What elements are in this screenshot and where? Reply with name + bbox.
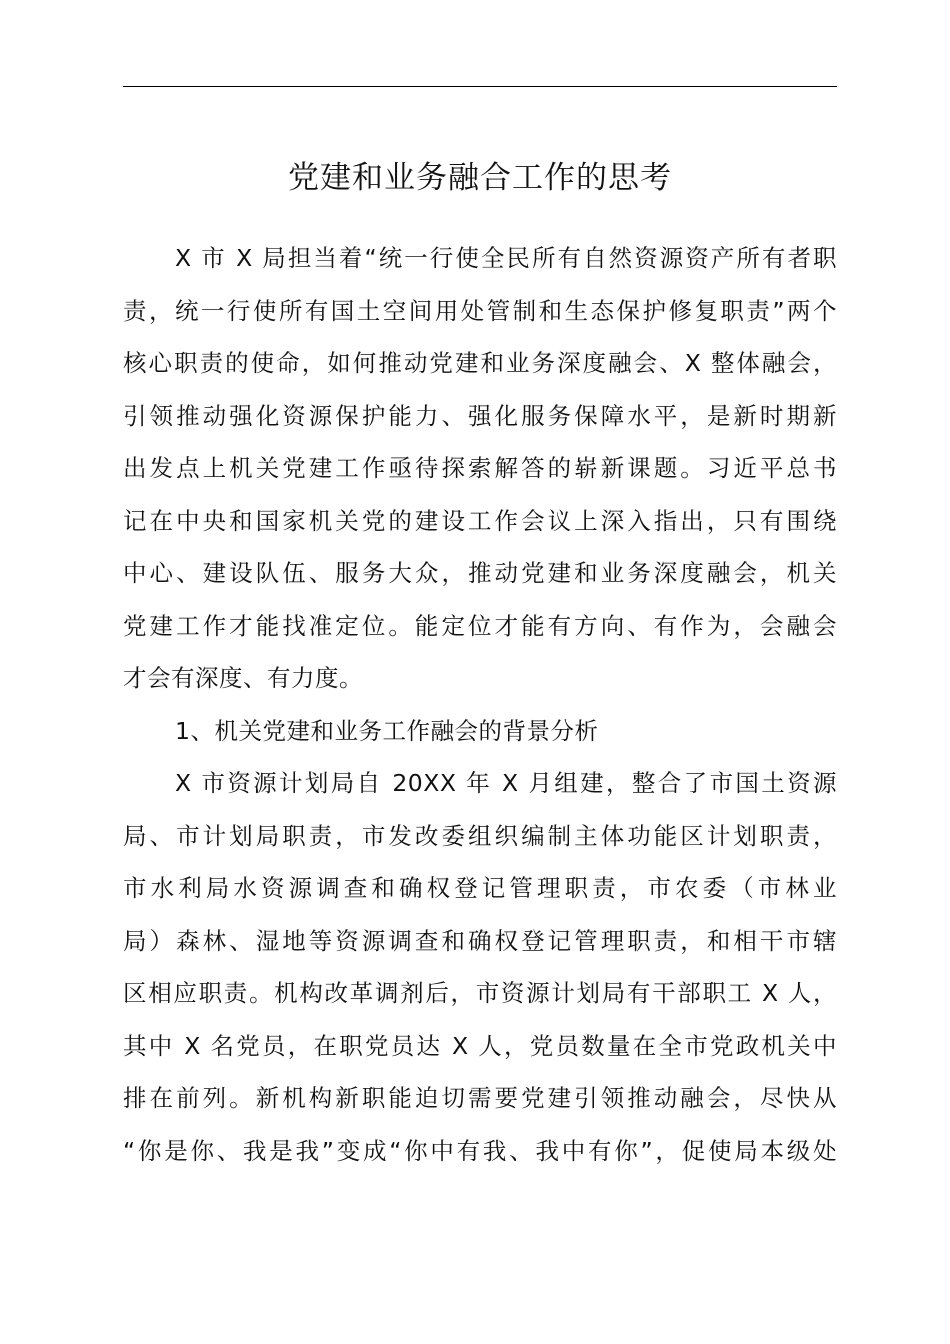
text-line: 才会有深度、有力度。 — [123, 664, 363, 692]
text-line: “你是你、我是我”变成“你中有我、我中有你”，促使局本级处 — [123, 1136, 837, 1165]
text-line: 局）森林、湿地等资源调查和确权登记管理职责，和相干市辖 — [123, 926, 837, 955]
text-line: 中心、建设队伍、服务大众，推动党建和业务深度融会，机关 — [123, 559, 837, 587]
text-line: 出发点上机关党建工作亟待探索解答的崭新课题。习近平总书 — [123, 454, 837, 482]
text-line: 其中 X 名党员，在职党员达 X 人，党员数量在全市党政机关中 — [123, 1031, 837, 1060]
paragraph-intro — [123, 232, 837, 705]
text-line: X 市 X 局担当着“统一行使全民所有自然资源资产所有者职 — [175, 244, 837, 272]
document-body — [123, 232, 837, 1177]
document-title: 党建和业务融合工作的思考 — [288, 160, 672, 196]
text-line: 排在前列。新机构新职能迫切需要党建引领推动融会，尽快从 — [123, 1084, 837, 1112]
text-line: 引领推动强化资源保护能力、强化服务保障水平，是新时期新 — [123, 401, 837, 430]
text-line: 市水利局水资源调查和确权登记管理职责，市农委（市林业 — [123, 874, 837, 902]
text-line: 核心职责的使命，如何推动党建和业务深度融会、X 整体融会， — [123, 349, 837, 377]
paragraph-background — [123, 757, 837, 1177]
text-line: 责，统一行使所有国土空间用处管制和生态保护修复职责”两个 — [123, 296, 837, 325]
text-line: 党建工作才能找准定位。能定位才能有方向、有作为，会融会 — [123, 611, 837, 640]
text-line: X 市资源计划局自 20XX 年 X 月组建，整合了市国土资源 — [175, 769, 837, 797]
text-line: 记在中央和国家机关党的建设工作会议上深入指出，只有围绕 — [123, 506, 837, 535]
section-heading: 1、机关党建和业务工作融会的背景分析 — [175, 716, 599, 745]
text-line: 区相应职责。机构改革调剂后，市资源计划局有干部职工 X 人， — [123, 979, 837, 1007]
header-rule — [123, 86, 837, 87]
text-line: 局、市计划局职责，市发改委组织编制主体功能区计划职责， — [123, 821, 837, 850]
